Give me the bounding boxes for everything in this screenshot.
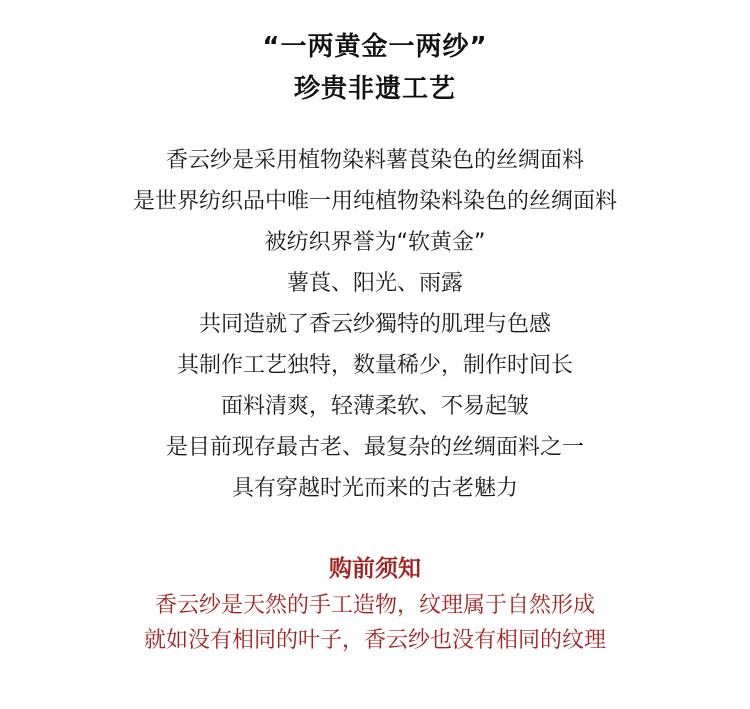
description-line: 具有穿越时光而来的古老魅力 [231,476,518,501]
notice-title: 购前须知 [329,556,421,582]
title-block [0,26,750,110]
description-line: 薯莨、阳光、雨露 [286,271,463,296]
description-line: 是世界纺织品中唯一用纯植物染料染色的丝绸面料 [132,189,617,214]
description-line: 其制作工艺独特，数量稀少，制作时间长 [176,353,573,378]
purchase-notice [0,550,750,658]
description-line: 香云纱是采用植物染料薯莨染色的丝绸面料 [165,148,584,173]
description-line: 是目前现存最古老、最复杂的丝绸面料之一 [165,435,584,460]
description-block [0,140,750,509]
description-line: 共同造就了香云纱獨特的肌理与色感 [198,312,551,337]
description-line: 被纺织界誉为“软黄金” [264,230,486,255]
headline-quote: “一两黄金一两纱” [262,32,488,62]
notice-line: 香云纱是天然的手工造物，纹理属于自然形成 [154,593,595,618]
headline-subtitle: 珍贵非遗工艺 [293,74,456,104]
notice-line: 就如没有相同的叶子，香云纱也没有相同的纹理 [143,628,606,653]
description-line: 面料清爽，轻薄柔软、不易起皱 [220,394,529,419]
